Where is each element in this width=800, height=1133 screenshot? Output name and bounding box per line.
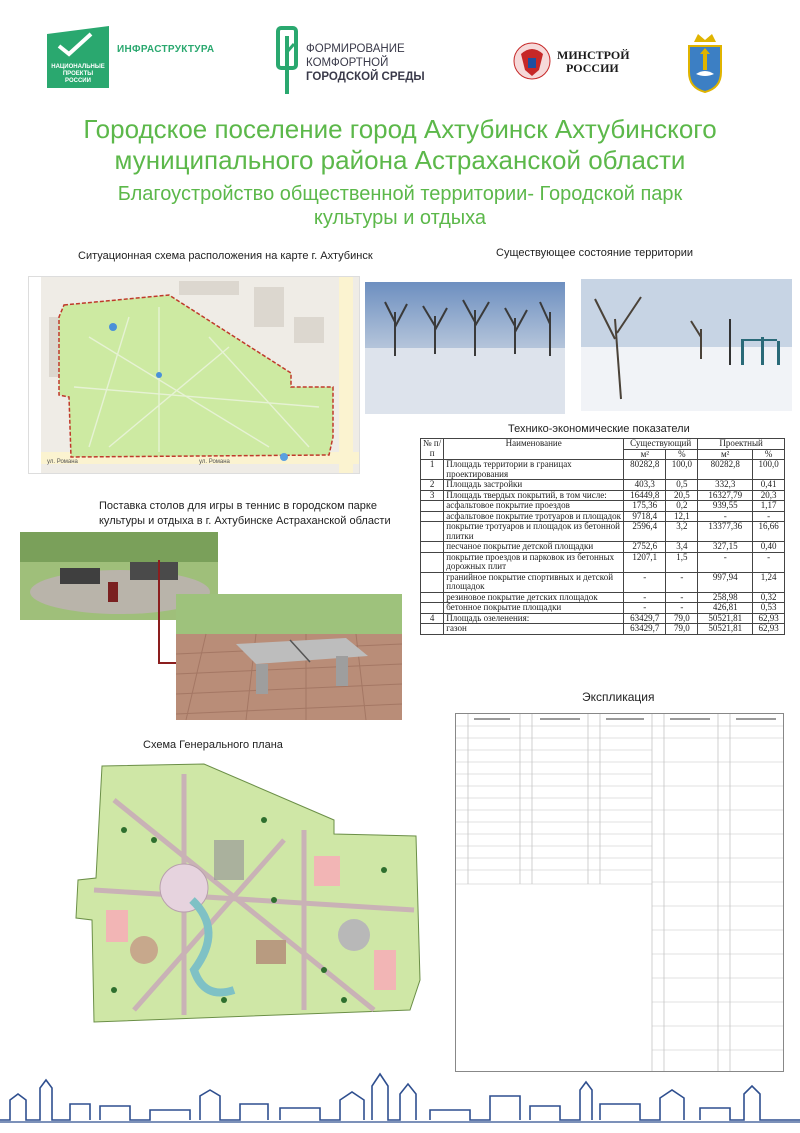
table-cell-name: асфальтовое покрытие тротуаров и площадок [444, 511, 624, 522]
table-cell-n [421, 511, 444, 522]
table-cell-e2: 1,5 [666, 552, 698, 572]
table-cell-p1: 939,55 [698, 501, 753, 512]
table-cell-p2: 62,93 [753, 613, 785, 624]
subtitle-line2: культуры и отдыха [313, 207, 487, 229]
ms-line1: МИНСТРОЙ [557, 48, 630, 62]
table-cell-e2: 79,0 [666, 613, 698, 624]
table-row [421, 522, 785, 542]
table-cell-e1: 63429,7 [624, 613, 666, 624]
table-cell-p2: 1,17 [753, 501, 785, 512]
table-cell-p1: - [698, 552, 753, 572]
comfortable-city-logo-icon [272, 26, 302, 96]
head-project: Проектный [698, 439, 785, 450]
table-cell-e1: 1207,1 [624, 552, 666, 572]
table-cell-p1: 16327,79 [698, 490, 753, 501]
page-title [20, 114, 780, 176]
table-cell-n [421, 501, 444, 512]
tennis-connector-line-h [158, 662, 178, 664]
table-row [421, 613, 785, 624]
svg-text:РОССИИ: РОССИИ [65, 78, 91, 84]
table-cell-n: 2 [421, 480, 444, 491]
table-cell-n [421, 592, 444, 603]
table-cell-name: покрытие тротуаров и площадок из бетонной плитки [444, 522, 624, 542]
table-row [421, 501, 785, 512]
table-cell-p1: 50521,81 [698, 613, 753, 624]
tennis-caption-line1: Поставка столов для игры в теннис в городском парке [99, 500, 377, 512]
table-cell-p2: 62,93 [753, 624, 785, 635]
table-cell-name: Площадь застройки [444, 480, 624, 491]
table-cell-name: Площадь озеленения: [444, 613, 624, 624]
table-cell-name: резиновое покрытие детских площадок [444, 592, 624, 603]
tep-caption: Технико-экономические показатели [508, 423, 690, 435]
table-cell-e1: - [624, 603, 666, 614]
table-cell-e2: 12,1 [666, 511, 698, 522]
unit-m2: м² [698, 449, 753, 460]
general-plan [24, 760, 434, 1025]
table-cell-name: бетонное покрытие площадки [444, 603, 624, 614]
head-existing: Существующий [624, 439, 698, 450]
table-cell-p1: 327,15 [698, 542, 753, 553]
table-cell-n [421, 542, 444, 553]
table-cell-e2: 3,2 [666, 522, 698, 542]
table-cell-p1: 13377,36 [698, 522, 753, 542]
table-cell-p2: 16,66 [753, 522, 785, 542]
unit-m2: м² [624, 449, 666, 460]
astrakhan-coat-of-arms-icon [686, 32, 724, 94]
table-cell-e2: 100,0 [666, 460, 698, 480]
minstroy-logo-text [557, 49, 630, 75]
table-cell-p1: 332,3 [698, 480, 753, 491]
tennis-render-2-image [176, 594, 402, 720]
table-cell-p2: 0,53 [753, 603, 785, 614]
fk-line3: ГОРОДСКОЙ СРЕДЫ [306, 71, 425, 83]
table-cell-p1: 50521,81 [698, 624, 753, 635]
winter-photo-1 [365, 282, 565, 414]
ms-line2: РОССИИ [566, 61, 619, 75]
national-projects-logo [47, 26, 109, 88]
fk-line1: ФОРМИРОВАНИЕ [306, 43, 405, 55]
general-plan-drawing [24, 760, 434, 1025]
table-cell-n: 1 [421, 460, 444, 480]
tennis-connector-line [158, 560, 160, 664]
table-row [421, 592, 785, 603]
table-cell-p2: - [753, 552, 785, 572]
tennis-caption-line2: культуры и отдыха в г. Ахтубинске Астраханской области [99, 515, 391, 527]
table-cell-name: газон [444, 624, 624, 635]
table-cell-e1: 80282,8 [624, 460, 666, 480]
table-header-row [421, 439, 785, 450]
table-row [421, 603, 785, 614]
table-cell-n [421, 572, 444, 592]
head-name: Наименование [444, 439, 624, 460]
table-cell-e1: 9718,4 [624, 511, 666, 522]
table-cell-p1: 997,94 [698, 572, 753, 592]
table-cell-name: асфальтовое покрытие проездов [444, 501, 624, 512]
tep-table [420, 438, 785, 635]
map-caption: Ситуационная схема расположения на карте г. Ахтубинск [78, 250, 373, 262]
table-cell-e2: 3,4 [666, 542, 698, 553]
table-row [421, 511, 785, 522]
map-street-1: ул. Романа [47, 459, 78, 465]
unit-pct: % [753, 449, 785, 460]
page-subtitle [20, 182, 780, 230]
winter-photo-2-image [581, 279, 792, 411]
table-cell-p2: 0,32 [753, 592, 785, 603]
explication-grid [456, 714, 783, 1071]
table-cell-e1: 63429,7 [624, 624, 666, 635]
table-cell-e2: 79,0 [666, 624, 698, 635]
table-cell-p1: 426,81 [698, 603, 753, 614]
table-cell-e1: - [624, 572, 666, 592]
winter-photo-1-image [365, 282, 565, 414]
subtitle-line1: Благоустройство общественной территории- Городской парк [117, 183, 683, 205]
table-cell-e1: 2596,4 [624, 522, 666, 542]
table-cell-e1: - [624, 592, 666, 603]
city-skyline-decoration [0, 1060, 800, 1133]
head-num: № п/п [421, 439, 444, 460]
table-cell-p1: 80282,8 [698, 460, 753, 480]
comfortable-city-logo-text [306, 42, 425, 84]
table-cell-n: 4 [421, 613, 444, 624]
situation-map-drawing [29, 277, 359, 473]
tennis-render-2 [176, 594, 402, 720]
table-cell-name: гранийное покрытие спортивных и детской площадок [444, 572, 624, 592]
table-cell-p1: - [698, 511, 753, 522]
table-row [421, 542, 785, 553]
table-cell-e2: - [666, 592, 698, 603]
table-cell-e2: 20,5 [666, 490, 698, 501]
table-cell-n [421, 522, 444, 542]
table-cell-n [421, 603, 444, 614]
table-row [421, 490, 785, 501]
explication-caption: Экспликация [582, 690, 655, 704]
table-cell-p2: - [753, 511, 785, 522]
fk-line2: КОМФОРТНОЙ [306, 57, 389, 69]
table-cell-p2: 1,24 [753, 572, 785, 592]
table-cell-e2: 0,5 [666, 480, 698, 491]
existing-state-caption: Существующее состояние территории [496, 247, 694, 259]
table-cell-n: 3 [421, 490, 444, 501]
genplan-caption: Схема Генерального плана [143, 739, 283, 751]
table-cell-e2: - [666, 603, 698, 614]
table-cell-name: Площадь твердых покрытий, в том числе: [444, 490, 624, 501]
table-cell-e1: 403,3 [624, 480, 666, 491]
svg-text:НАЦИОНАЛЬНЫЕ: НАЦИОНАЛЬНЫЕ [51, 64, 105, 70]
table-cell-p2: 20,3 [753, 490, 785, 501]
table-cell-name: покрытие проездов и парковок из бетонных дорожных плит [444, 552, 624, 572]
svg-text:ПРОЕКТЫ: ПРОЕКТЫ [62, 71, 94, 77]
table-row [421, 552, 785, 572]
table-row [421, 480, 785, 491]
table-cell-e1: 16449,8 [624, 490, 666, 501]
table-cell-p2: 0,41 [753, 480, 785, 491]
table-cell-name: Площадь территории в границах проектирования [444, 460, 624, 480]
table-cell-p2: 100,0 [753, 460, 785, 480]
table-row [421, 624, 785, 635]
table-cell-e2: 0,2 [666, 501, 698, 512]
table-cell-p2: 0,40 [753, 542, 785, 553]
unit-pct: % [666, 449, 698, 460]
double-eagle-emblem-icon [513, 40, 551, 82]
table-cell-e1: 2752,6 [624, 542, 666, 553]
title-line2: муниципального района Астраханской области [114, 145, 686, 175]
table-cell-e2: - [666, 572, 698, 592]
tep-table-body [421, 460, 785, 635]
table-cell-name: песчаное покрытие детской площадки [444, 542, 624, 553]
explication-table [455, 713, 784, 1072]
table-cell-p1: 258,98 [698, 592, 753, 603]
situation-map [28, 276, 360, 474]
table-row [421, 572, 785, 592]
winter-photo-2 [581, 279, 792, 411]
map-street-2: ул. Романа [199, 459, 230, 465]
table-cell-e1: 175,36 [624, 501, 666, 512]
title-line1: Городское поселение город Ахтубинск Ахтубинского [83, 114, 717, 144]
table-cell-n [421, 624, 444, 635]
table-row [421, 460, 785, 480]
infrastructure-label: ИНФРАСТРУКТУРА [117, 44, 215, 55]
table-cell-n [421, 552, 444, 572]
